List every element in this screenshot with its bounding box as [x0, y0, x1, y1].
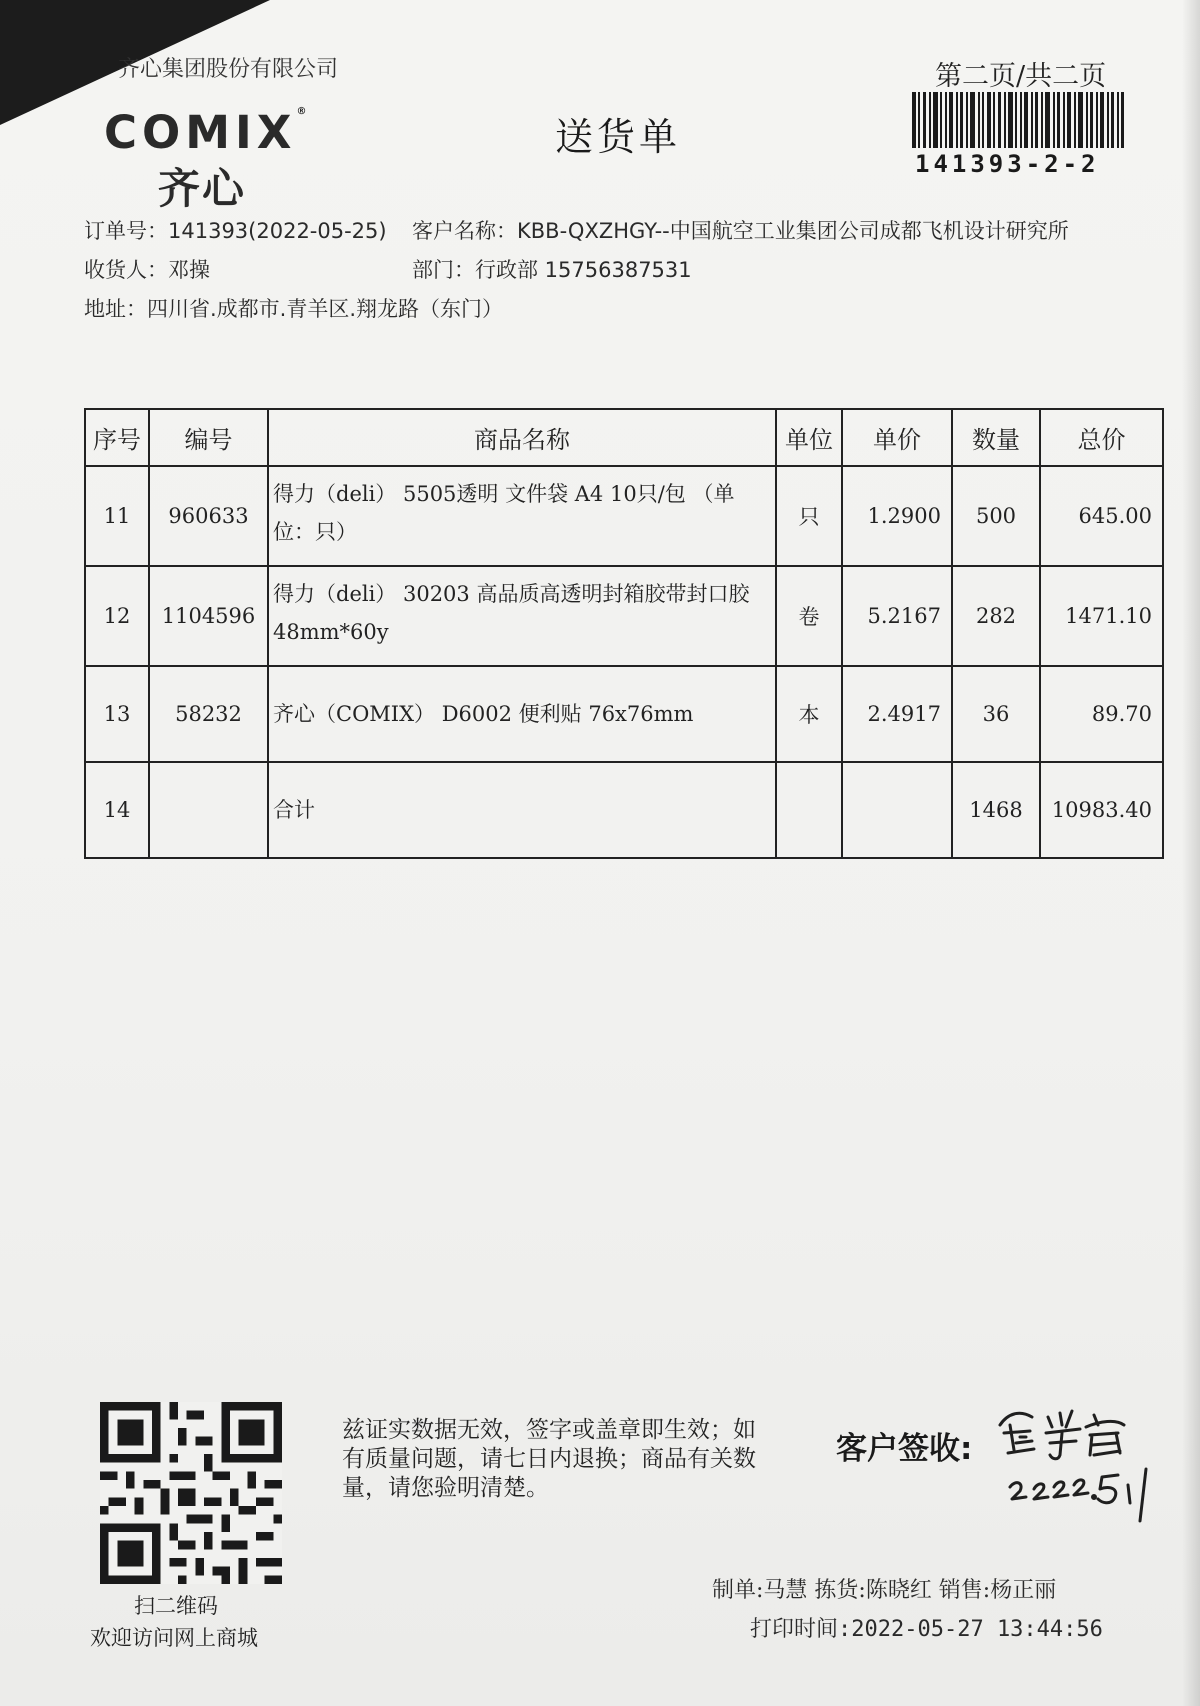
page-edge-shadow [1182, 0, 1200, 1706]
cell-total: 645.00 [1040, 466, 1163, 566]
cell-quantity: 500 [952, 466, 1040, 566]
header-quantity: 数量 [952, 409, 1040, 466]
cell-unit: 本 [776, 666, 842, 762]
qr-caption-shop: 欢迎访问网上商城 [90, 1626, 258, 1650]
header-product-name: 商品名称 [268, 409, 776, 466]
header-seq: 序号 [85, 409, 149, 466]
cell-product-name: 得力（deli） 30203 高品质高透明封箱胶带封口胶 48mm*60y [268, 566, 776, 666]
comix-logo-text: COMIX® [104, 106, 312, 159]
cell-unit-price: 5.2167 [842, 566, 952, 666]
table-row [85, 566, 1163, 666]
receiver: 收货人：邓操 [84, 258, 210, 282]
cell-seq: 12 [85, 566, 149, 666]
cell-unit [776, 762, 842, 858]
cell-quantity-sum: 1468 [952, 762, 1040, 858]
header-unit-price: 单价 [842, 409, 952, 466]
comix-logo-chinese: 齐心 [158, 164, 247, 213]
header-unit: 单位 [776, 409, 842, 466]
cell-code [149, 762, 268, 858]
cell-seq: 13 [85, 666, 149, 762]
cell-unit-price: 1.2900 [842, 466, 952, 566]
page-indicator: 第二页/共二页 [935, 61, 1107, 92]
header-total: 总价 [1040, 409, 1163, 466]
print-time: 打印时间:2022-05-27 13:44:56 [750, 1617, 1103, 1642]
cell-unit: 卷 [776, 566, 842, 666]
header-code: 编号 [149, 409, 268, 466]
cell-seq: 11 [85, 466, 149, 566]
cell-code: 58232 [149, 666, 268, 762]
cell-quantity: 36 [952, 666, 1040, 762]
cell-unit: 只 [776, 466, 842, 566]
cell-quantity: 282 [952, 566, 1040, 666]
address: 地址：四川省.成都市.青羊区.翔龙路（东门） [84, 297, 504, 321]
table-row [85, 466, 1163, 566]
company-name: 齐心集团股份有限公司 [118, 57, 339, 82]
cell-total: 89.70 [1040, 666, 1163, 762]
qr-caption-scan: 扫二维码 [134, 1594, 218, 1618]
table-row [85, 666, 1163, 762]
barcode-icon [912, 92, 1124, 148]
cell-total: 1471.10 [1040, 566, 1163, 666]
validity-notice: 兹证实数据无效，签字或盖章即生效；如有质量问题，请七日内退换；商品有关数量，请您验明清楚。 [342, 1417, 756, 1501]
qr-code-icon [100, 1402, 282, 1584]
items-table [84, 408, 1164, 859]
cell-grand-total: 10983.40 [1040, 762, 1163, 858]
customer-signature-label: 客户签收: [836, 1431, 973, 1467]
table-row-total [85, 762, 1163, 858]
cell-unit-price: 2.4917 [842, 666, 952, 762]
table-header-row [85, 409, 1163, 466]
handwritten-signature [990, 1395, 1170, 1535]
document-title: 送货单 [555, 115, 682, 159]
staff-info: 制单:马慧 拣货:陈晓红 销售:杨正丽 [712, 1578, 1057, 1603]
cell-product-name: 得力（deli） 5505透明 文件袋 A4 10只/包 （单位：只） [268, 466, 776, 566]
cell-code: 1104596 [149, 566, 268, 666]
cell-unit-price [842, 762, 952, 858]
cell-product-name: 齐心（COMIX） D6002 便利贴 76x76mm [268, 666, 776, 762]
barcode-number: 141393-2-2 [915, 150, 1100, 178]
department: 部门：行政部 15756387531 [412, 258, 692, 282]
cell-seq: 14 [85, 762, 149, 858]
order-number: 订单号：141393(2022-05-25) [84, 219, 387, 243]
cell-code: 960633 [149, 466, 268, 566]
cell-total-label: 合计 [268, 762, 776, 858]
customer-name: 客户名称：KBB-QXZHGY--中国航空工业集团公司成都飞机设计研究所 [412, 219, 1069, 243]
